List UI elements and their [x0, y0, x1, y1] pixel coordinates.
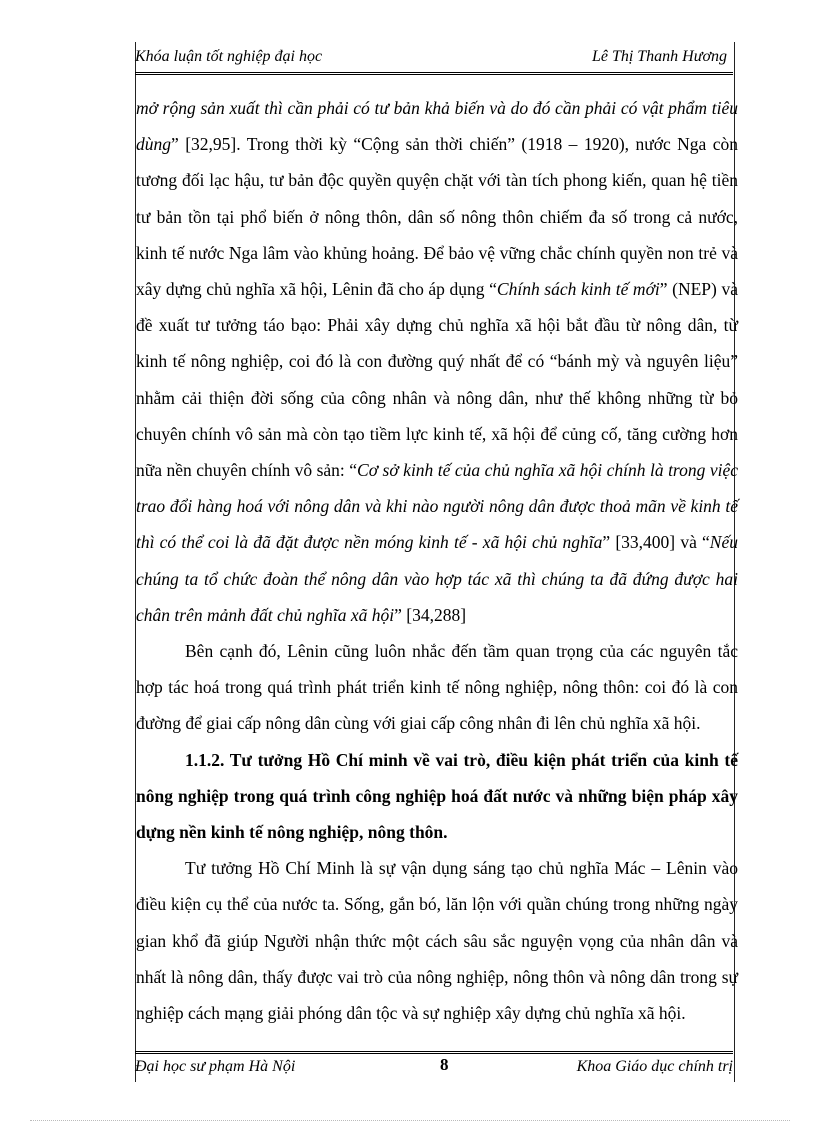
body-text: ” (NEP) và đề xuất tư tưởng táo bạo: Phải xây dựng chủ nghĩa xã hội bắt đầu từ nông dân, từ kinh tế nông nghiệp, coi đó là con đường quý nhất để có “bánh mỳ và nguyên liệu” nhằm cải thiện đời sống của công nhân và nông dân, như thế không những từ bỏ chuyên chính vô sản mà còn tạo tiềm lực kinh tế, xã hội để củng cố, tăng cường hơn nữa nền chuyên chính vô sản: “: [136, 279, 738, 481]
page-number: 8: [440, 1055, 449, 1074]
paragraph: [136, 90, 738, 633]
section-heading: 1.1.2. Tư tưởng Hồ Chí minh về vai trò, điều kiện phát triển của kinh tế nông nghiệp trong quá trình công nghiệp hoá đất nước và những biện pháp xây dựng nền kinh tế nông nghiệp, nông thôn.: [136, 749, 738, 843]
header-left: Khóa luận tốt nghiệp đại học: [135, 48, 323, 65]
footer-left: Đại học sư phạm Hà Nội: [135, 1058, 296, 1075]
quote-text: Cơ sở kinh tế của chủ nghĩa xã hội chính là trong việc trao đổi hàng hoá với nông dân và khi nào người nông dân được thoả mãn về kinh tế thì có thể coi là đã đặt được nền móng kinh tế - xã hội chủ nghĩa: [136, 460, 738, 553]
body-text: ” [34,288]: [394, 604, 467, 625]
quote-text: Chính sách kinh tế mới: [496, 279, 660, 300]
body-text: ” [33,400] và “: [602, 532, 710, 553]
paragraph: Tư tưởng Hồ Chí Minh là sự vận dụng sáng tạo chủ nghĩa Mác – Lênin vào điều kiện cụ thể của nước ta. Sống, gắn bó, lăn lộn với quần chúng trong những ngày gian khổ đã giúp Người nhận thức một cách sâu sắc nguyện vọng của nhân dân và nhất là nông dân, thấy được vai trò của nông nghiệp, nông thôn và nông dân trong sự nghiệp cách mạng giải phóng dân tộc và sự nghiệp xây dựng chủ nghĩa xã hội.: [136, 858, 738, 1024]
footer-right: Khoa Giáo dục chính trị: [576, 1058, 733, 1075]
page-footer: [135, 1051, 733, 1080]
page-header: [135, 44, 733, 75]
paragraph: Bên cạnh đó, Lênin cũng luôn nhắc đến tầm quan trọng của các nguyên tắc hợp tác hoá trong quá trình phát triển kinh tế nông nghiệp, nông thôn: coi đó là con đường để giai cấp nông dân cùng với giai cấp công nhân đi lên chủ nghĩa xã hội.: [136, 641, 738, 734]
document-body: [136, 90, 738, 1031]
body-text: ” [32,95]. Trong thời kỳ “Cộng sản thời chiến” (1918 – 1920), nước Nga còn tương đối lạc hậu, tư bản độc quyền quyện chặt với tàn tích phong kiến, quan hệ tiền tư bản tồn tại phổ biến ở nông thôn, dân số nông thôn chiếm đa số trong cả nước, kinh tế nước Nga lâm vào khủng hoảng. Để bảo vệ vững chắc chính quyền non trẻ và xây dựng chủ nghĩa xã hội, Lênin đã cho áp dụng “: [136, 134, 738, 300]
quote-text: mở rộng sản xuất thì cần phải có tư bản khả biến và do đó cần phải có vật phẩm tiêu dùng: [136, 98, 738, 155]
header-right: Lê Thị Thanh Hương: [591, 48, 727, 65]
quote-text: Nếu chúng ta tổ chức đoàn thể nông dân vào hợp tác xã thì chúng ta đã đứng được hai chân trên mảnh đất chủ nghĩa xã hội: [136, 532, 738, 625]
page-edge-divider: [30, 1120, 790, 1121]
